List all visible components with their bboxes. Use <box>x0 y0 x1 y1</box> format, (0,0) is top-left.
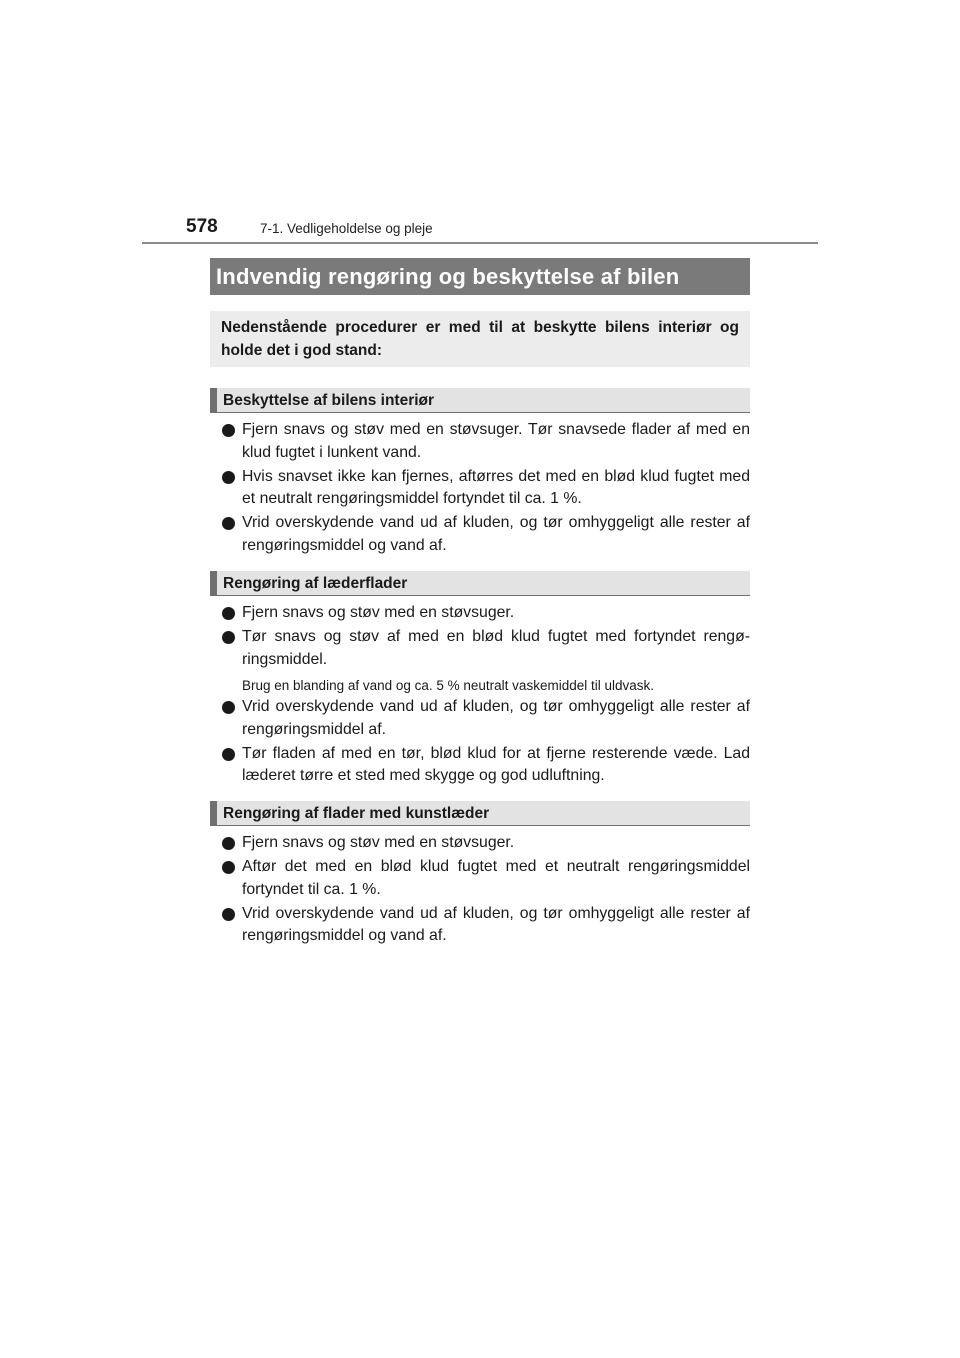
artificial-leather-list <box>218 832 750 949</box>
section-heading-leather-cleaning: Rengøring af læderflader <box>210 571 750 596</box>
bullet-icon <box>222 837 235 850</box>
bullet-icon <box>222 517 235 530</box>
leather-cleaning-list-part2 <box>218 696 750 789</box>
bullet-icon <box>222 748 235 761</box>
list-item: Vrid overskydende vand ud af kluden, og tør omhyggeligt alle rester af rengøringsmiddel af. <box>218 696 750 741</box>
bullet-icon <box>222 701 235 714</box>
bullet-icon <box>222 607 235 620</box>
section-path: 7-1. Vedligeholdelse og pleje <box>260 221 433 236</box>
bullet-icon <box>222 908 235 921</box>
bullet-icon <box>222 861 235 874</box>
list-item: Vrid overskydende vand ud af kluden, og tør omhyggeligt alle rester af rengøringsmiddel og vand af. <box>218 512 750 557</box>
bullet-icon <box>222 424 235 437</box>
leather-cleaning-list-part1 <box>218 602 750 695</box>
dilution-note: Brug en blanding af vand og ca. 5 % neutralt vaskemiddel til uldvask. <box>242 678 654 693</box>
list-item: Vrid overskydende vand ud af kluden, og tør omhyggeligt alle rester af rengøringsmiddel og vand af. <box>218 903 750 948</box>
section-heading-artificial-leather: Rengøring af flader med kunstlæder <box>210 801 750 826</box>
list-item: Aftør det med en blød klud fugtet med et neutralt rengøringsmiddel fortyndet til ca. 1 %. <box>218 856 750 901</box>
header-divider <box>142 242 818 244</box>
interior-protection-list <box>218 419 750 559</box>
list-item: Fjern snavs og støv med en støvsuger. Tør snavsede flader af med en klud fugtet i lunkent vand. <box>218 419 750 464</box>
page-header <box>186 216 786 242</box>
bullet-icon <box>222 471 235 484</box>
list-item: Tør snavs og støv af med en blød klud fugtet med fortyndet rengø-ringsmiddel. <box>218 626 750 671</box>
list-item: Fjern snavs og støv med en støvsuger. <box>218 602 750 625</box>
intro-text: Nedenstående procedurer er med til at beskytte bilens interiør og holde det i god stand: <box>210 311 750 367</box>
page-title: Indvendig rengøring og beskyttelse af bilen <box>210 258 750 295</box>
page-number: 578 <box>186 216 218 237</box>
bullet-icon <box>222 631 235 644</box>
list-item: Hvis snavset ikke kan fjernes, aftørres det med en blød klud fugtet med et neutralt rengøringsmiddel fortyndet til ca. 1 %. <box>218 466 750 511</box>
list-item: Tør fladen af med en tør, blød klud for at fjerne resterende væde. Lad læderet tørre et sted med skygge og god udluftning. <box>218 743 750 788</box>
list-item: Fjern snavs og støv med en støvsuger. <box>218 832 750 855</box>
section-heading-interior-protection: Beskyttelse af bilens interiør <box>210 388 750 413</box>
